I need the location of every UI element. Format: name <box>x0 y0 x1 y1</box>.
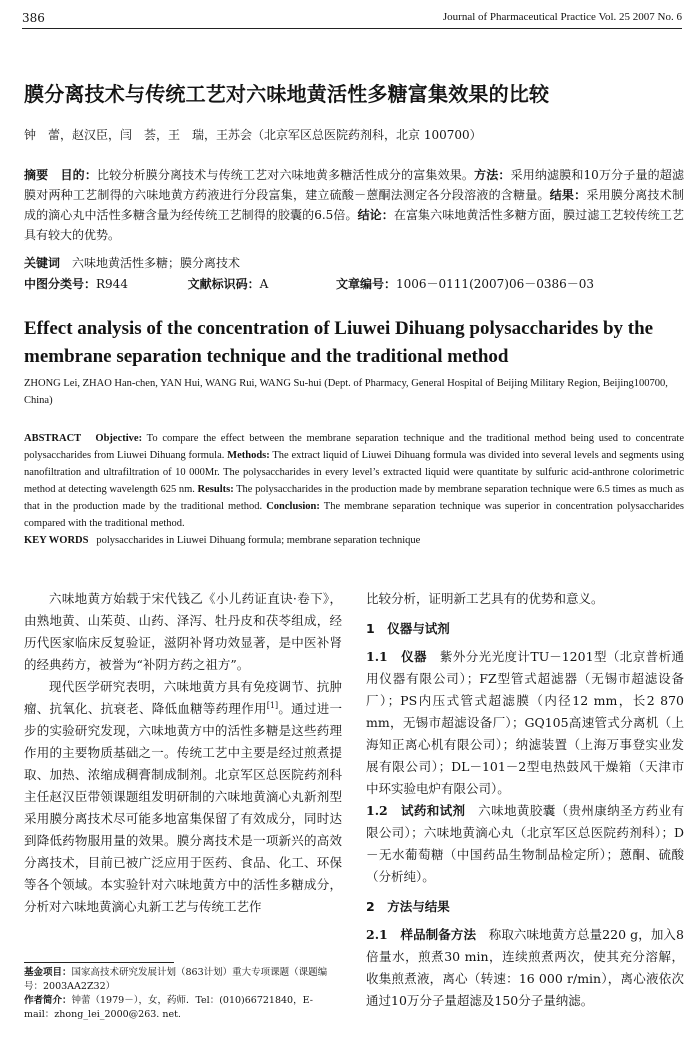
footnotes <box>24 966 342 1022</box>
page-number: 386 <box>22 11 45 25</box>
en-objective-label: Objective: <box>95 433 143 444</box>
conclusion-label: 结论： <box>357 208 394 222</box>
intro-paragraph-3: 比较分析，证明新工艺具有的优势和意义。 <box>366 591 604 606</box>
english-affiliation: (Dept. of Pharmacy, General Hospital of Beijing Military Region, Beijing100700, China) <box>24 378 668 406</box>
section-2-1-label: 2.1 样品制备方法 <box>366 927 477 942</box>
section-1-heading: 1 仪器与试剂 <box>366 621 450 636</box>
en-results-label: Results: <box>197 484 234 495</box>
clc-value: R944 <box>96 277 128 291</box>
conclusion-text: 在富集六味地黄活性多糖方面，膜过滤工艺较传统工艺具有较大的优势。 <box>24 208 684 242</box>
en-methods-text: The extract liquid of Liuwei Dihuang formula was divided into several levels and segments using nanofiltration and ultrafiltration of 10 000Mr. The polysaccharides in every level’s extracted liquid were quantitate by sulfuric acid-anthrone colorimetric method at detecting wavelength 625 nm. <box>24 450 685 495</box>
results-label: 结果： <box>549 188 587 202</box>
en-keywords-label: KEY WORDS <box>24 535 89 546</box>
section-2-1-text: 称取六味地黄方总量220 g，加入8倍量水，煎煮30 min，连续煎煮两次，使其充分溶解，收集煎煮液，离心（转速：16 000 r/min），离心液依次通过10万分子量超滤及150分子量纳滤。 <box>366 927 684 1008</box>
english-title: Effect analysis of the concentration of Liuwei Dihuang polysaccharides by the membrane separation technique and the traditional method <box>24 318 654 367</box>
intro-paragraph-2 <box>24 676 342 918</box>
section-1-2-label: 1.2 试药和试剂 <box>366 803 466 818</box>
en-keywords-text: polysaccharides in Liuwei Dihuang formula; membrane separation technique <box>96 535 421 546</box>
section-1-2 <box>366 800 684 888</box>
article-no-label: 文章编号： <box>335 277 396 291</box>
english-abstract <box>24 430 684 549</box>
section-2-1 <box>366 924 684 1012</box>
english-author-names: ZHONG Lei, ZHAO Han-chen, YAN Hui, WANG Rui, WANG Su-hui <box>24 378 322 389</box>
article-no-value: 1006－0111(2007)06－0386－03 <box>395 277 595 291</box>
clc-label: 中图分类号： <box>24 277 97 291</box>
intro-paragraph-2-end: 。通过进一步的实验研究发现，六味地黄方中的活性多糖是这些药理作用的主要物质基础之一。传统工艺中主要是经过煎煮提取、加热、浓缩成稠膏制成制剂。北京军区总医院药剂科主任赵汉臣带领课题组发明研制的六味地黄滴心丸新剂型采用膜分离技术尽可能多地富集保留了有效成分，同时达到降低药物服用量的效果。膜分离技术是一项新兴的高效分离技术，目前已被广泛应用于医药、食品、化工、环保等各个领域。本实验针对六味地黄方中的活性多糖成分，分析对六味地黄滴心丸新工艺与传统工艺作 <box>24 701 342 914</box>
intro-paragraph-2-start: 现代医学研究表明，六味地黄方具有免疫调节、抗肿瘤、抗氧化、抗衰老、降低血糖等药理作用 <box>24 679 342 716</box>
body-left-column <box>24 588 342 918</box>
intro-paragraph-1: 六味地黄方始载于宋代钱乙《小儿药证直诀·卷下》，由熟地黄、山茱萸、山药、泽泻、牡丹皮和茯苓组成，经历代医家临床反复验证，滋阴补肾功效显著，是中医补肾的经典药方，被誉为“补阴方药之祖方”。 <box>24 591 342 672</box>
footnote-divider <box>24 962 174 963</box>
chinese-title: 膜分离技术与传统工艺对六味地黄活性多糖富集效果的比较 <box>24 82 550 106</box>
fund-text: 国家高技术研究发展计划（863计划）重大专项课题（课题编号：2003AA2Z32） <box>24 967 328 992</box>
author-bio-text: 钟蕾（1979－），女，药师．Tel：(010)66721840，E-mail：zhong_lei_2000@263. net. <box>24 995 313 1020</box>
running-header <box>22 10 682 29</box>
reference-marker: [1] <box>266 700 279 710</box>
fund-label: 基金项目： <box>24 967 72 978</box>
section-1-1-label: 1.1 仪器 <box>366 649 427 664</box>
chinese-author-names: 钟 蕾，赵汉臣，闫 荟，王 瑞，王苏会 <box>24 128 253 142</box>
keywords-text: 六味地黄活性多糖；膜分离技术 <box>72 256 241 270</box>
chinese-keywords <box>24 254 684 271</box>
author-note <box>24 994 342 1022</box>
doc-code-value: A <box>259 277 269 291</box>
section-1-1 <box>366 646 684 800</box>
section-1-1-text: 紫外分光光度计TU－1201型（北京普析通用仪器有限公司）；FZ型管式超滤器（无锡市超滤设备厂）；PS内压式管式超滤膜（内径12 mm，长2 870 mm，无锡市超滤设备厂）；GQ105高速管式分离机（上海知正离心机有限公司）；纳滤装置（上海万事登实业发展有限公司）；DL－101－2型电热鼓风干燥箱（天津市中环实验电炉有限公司）。 <box>366 649 685 796</box>
en-results-text: The polysaccharides in the production made by membrane separation technique were 6.5 times as much as that in the production made by the traditional method. <box>24 484 685 512</box>
section-1-2-text: 六味地黄胶囊（贵州康纳圣方药业有限公司）；六味地黄滴心丸（北京军区总医院药剂科）；D－无水葡萄糖（中国药品生物制品检定所）；蒽酮、硫酸（分析纯）。 <box>366 803 684 884</box>
body-right-column <box>366 588 684 1012</box>
section-2-heading: 2 方法与结果 <box>366 899 450 914</box>
chinese-authors <box>24 126 684 143</box>
en-objective-text: To compare the effect between the membrane separation technique and the traditional method being used to concentrate polysaccharides from Liuwei Dihuang formula. <box>24 433 685 461</box>
author-bio-label: 作者简介： <box>24 995 72 1006</box>
abstract-label: 摘要 <box>24 168 49 182</box>
doc-code-label: 文献标识码： <box>187 277 260 291</box>
fund-note <box>24 966 342 994</box>
english-authors <box>24 375 684 409</box>
methods-text: 采用纳滤膜和10万分子量的超滤膜对两种工艺制得的六味地黄方药液进行分段富集，建立硫酸－蒽酮法测定各分段溶液的含糖量。 <box>24 168 684 202</box>
journal-info: Journal of Pharmaceutical Practice Vol. 25 2007 No. 6 <box>442 11 682 23</box>
en-abstract-label: ABSTRACT <box>24 433 82 444</box>
objective-text: 比较分析膜分离技术与传统工艺对六味地黄多糖活性成分的富集效果。 <box>97 168 475 182</box>
chinese-abstract <box>24 165 684 245</box>
classification-row <box>24 275 684 292</box>
en-conclusion-label: Conclusion: <box>266 501 320 512</box>
methods-label: 方法： <box>474 168 511 182</box>
chinese-affiliation: （北京军区总医院药剂科，北京 100700） <box>252 128 482 142</box>
keywords-label: 关键词 <box>24 256 61 270</box>
en-conclusion-text: The membrane separation technique was superior in concentration polysaccharides compared with the traditional method. <box>24 501 685 529</box>
en-methods-label: Methods: <box>227 450 270 461</box>
results-text: 采用膜分离技术制成的滴心丸中活性多糖含量为经传统工艺制得的胶囊的6.5倍。 <box>24 188 684 222</box>
objective-label: 目的： <box>60 168 97 182</box>
